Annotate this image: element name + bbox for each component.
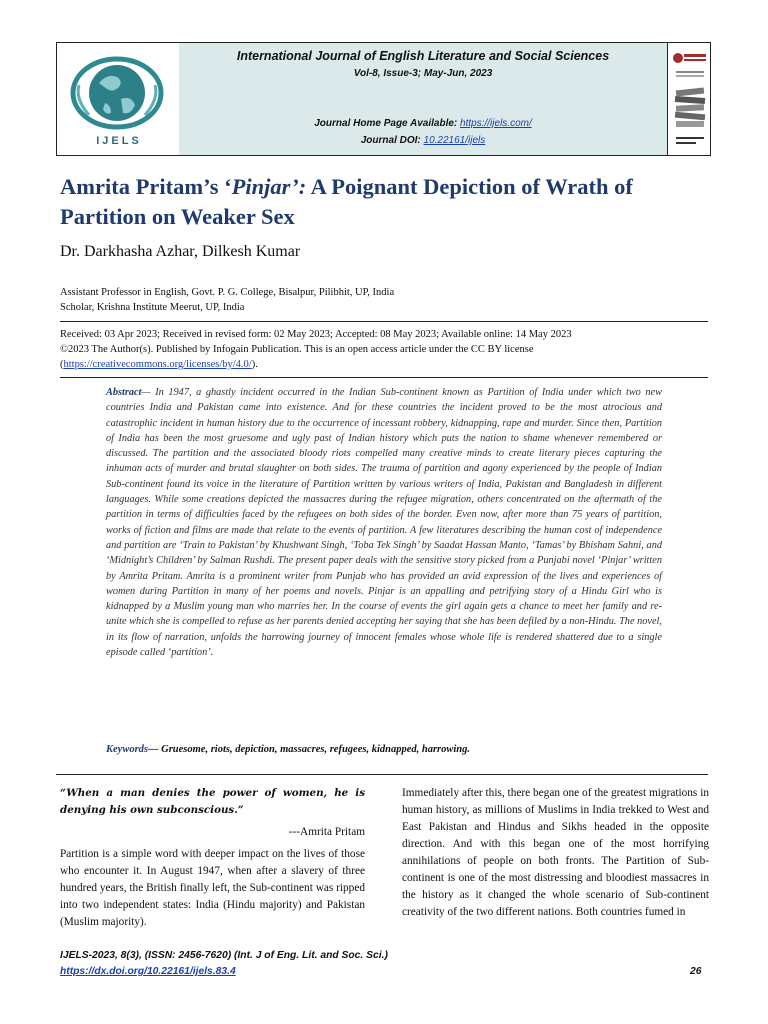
abstract [106,385,662,660]
page-number: 26 [690,966,702,977]
cover-cell [667,43,711,155]
authors: Dr. Darkhasha Azhar, Dilkesh Kumar [60,243,301,260]
copyright-line: ©2023 The Author(s). Published by Infogain Publication. This is an open access article under the CC BY license [60,344,534,355]
keywords-text: — Gruesome, riots, depiction, massacres, refugees, kidnapped, harrowing. [148,744,471,755]
logo-text: IJELS [96,135,142,147]
doi-link[interactable]: 10.22161/ijels [423,135,486,146]
keywords-label: Keywords [106,744,148,755]
left-column [60,785,365,931]
journal-cover-image-icon [672,49,708,149]
divider [60,321,708,322]
title-part1: Amrita Pritam’s ‘ [60,174,232,199]
globe-logo-icon [69,55,165,137]
right-column [402,785,709,921]
epigraph-attribution: ---Amrita Pritam [288,826,365,838]
journal-volume: Vol-8, Issue-3; May-Jun, 2023 [353,68,493,79]
abstract-label: Abstract [106,387,142,398]
license-open: ( [60,359,64,370]
affiliation-2: Scholar, Krishna Institute Meerut, UP, India [60,302,245,313]
license-line [60,357,710,372]
divider [60,377,708,378]
affiliations [60,285,394,315]
divider [56,774,708,775]
footer-citation: IJELS-2023, 8(3), (ISSN: 2456-7620) (Int. J of Eng. Lit. and Soc. Sci.) [60,950,388,961]
title-part2: A Poignant Depiction of Wrath of Partition on Weaker Sex [60,174,633,229]
journal-info [179,43,667,155]
body-paragraph: Immediately after this, there began one of the greatest migrations in human history, as millions of Muslims in India trekked to West and East Pakistan and Hindus and Sikhs headed in the opposite direction. And with this began one of the most horrifying annihilations of people on both fronts. The Partition of Sub-continent is one of the most distressing and bloodiest massacres in the history as it changed the whole scenario of Sub-continent creativity of the two different nations. Both countries fumed in [402,787,709,918]
title-italic: Pinjar’: [231,174,307,199]
license-close: ). [251,359,258,370]
journal-title: International Journal of English Literature and Social Sciences [236,49,610,63]
journal-home [179,118,667,129]
publication-dates [60,327,710,372]
article-title [60,172,720,232]
epigraph-quote: “When a man denies the power of women, he is denying his own subconscious.” [60,787,365,816]
affiliation-1: Assistant Professor in English, Govt. P. G. College, Bisalpur, Pilibhit, UP, India [60,287,395,298]
doi-label: Journal DOI: [360,135,424,146]
logo-cell [57,43,180,155]
dates-line: Received: 03 Apr 2023; Received in revised form: 02 May 2023; Accepted: 08 May 2023; Available online: 14 May 2023 [60,329,572,340]
home-link[interactable]: https://ijels.com/ [460,118,532,129]
journal-header [56,42,711,156]
body-paragraph: Partition is a simple word with deeper impact on the lives of those who encounter it. In August 1947, when after a slavery of three hundred years, the British finally left, the Sub-continent was ripped into two independent states: India (Hindu majority) and Pakistan (Muslim majority). [60,848,365,928]
abstract-text: — In 1947, a ghastly incident occurred in the Indian Sub-continent known as Partition of India under which two new countries India and Pakistan came into existence. And for these countries the incident proved to be the most atrocious and catastrophic incident in human history due to the occurrence of incessant robbery, kidnapping, rape and murder. Since then, Partition of India has been the most gruesome and ugly past of Indian history which puts the nation to shame whenever remembered or discussed. The partition and the associated bloody riots compelled many creative minds to create literary pieces capturing the inhuman acts of murder and brutal slaughter on both sides. The trauma of partition and agony experienced by the people of Indian Sub-continent found its voice in the literature of Partition written by various writers of India, Pakistan and Bangladesh in different languages. While some creations depicted the massacres during the refugee migration, others concentrated on the aftermath of the partition in terms of difficulties faced by the refugees on both sides of the border. Even now, after more than 75 years of partition, works of fiction and films are made that relate to the events of partition. A few literatures describing the human cost of independence and partition are ‘Train to Pakistan’ by Khushwant Singh, ‘Toba Tek Singh’ by Saadat Hassan Manto, ‘Tamas’ by Bhisham Sahni, and ‘Midnight’s Children’ by Salman Rushdi. The present paper deals with the sensitive story picked from a Punjabi novel ‘Pinjar’ written by Amrita Pritam. Amrita is a prominent writer from Punjab who has provided an avid expression of the lives and experiences of women during Partition in many of her poems and novels. Pinjar is an appalling and petrifying story of a Hindu Girl who is kidnapped by a Muslim young man who marries her. In the course of events the girl again gets a chance to meet her family and re-unite which she is compelled to refuse as her parents denied accepting her saying that she has been defiled by a non-Hindu. The novel, in its flow of narration, unfolds the harrowing journey of innocent females whose whole life is rendered shattered due to a single episode called ‘partition’. [106,387,662,659]
license-link[interactable]: https://creativecommons.org/licenses/by/4.0/ [63,359,252,370]
journal-doi [179,135,667,146]
keywords [106,744,666,755]
home-label: Journal Home Page Available: [314,118,461,129]
footer-doi-link[interactable]: https://dx.doi.org/10.22161/ijels.83.4 [60,966,236,977]
